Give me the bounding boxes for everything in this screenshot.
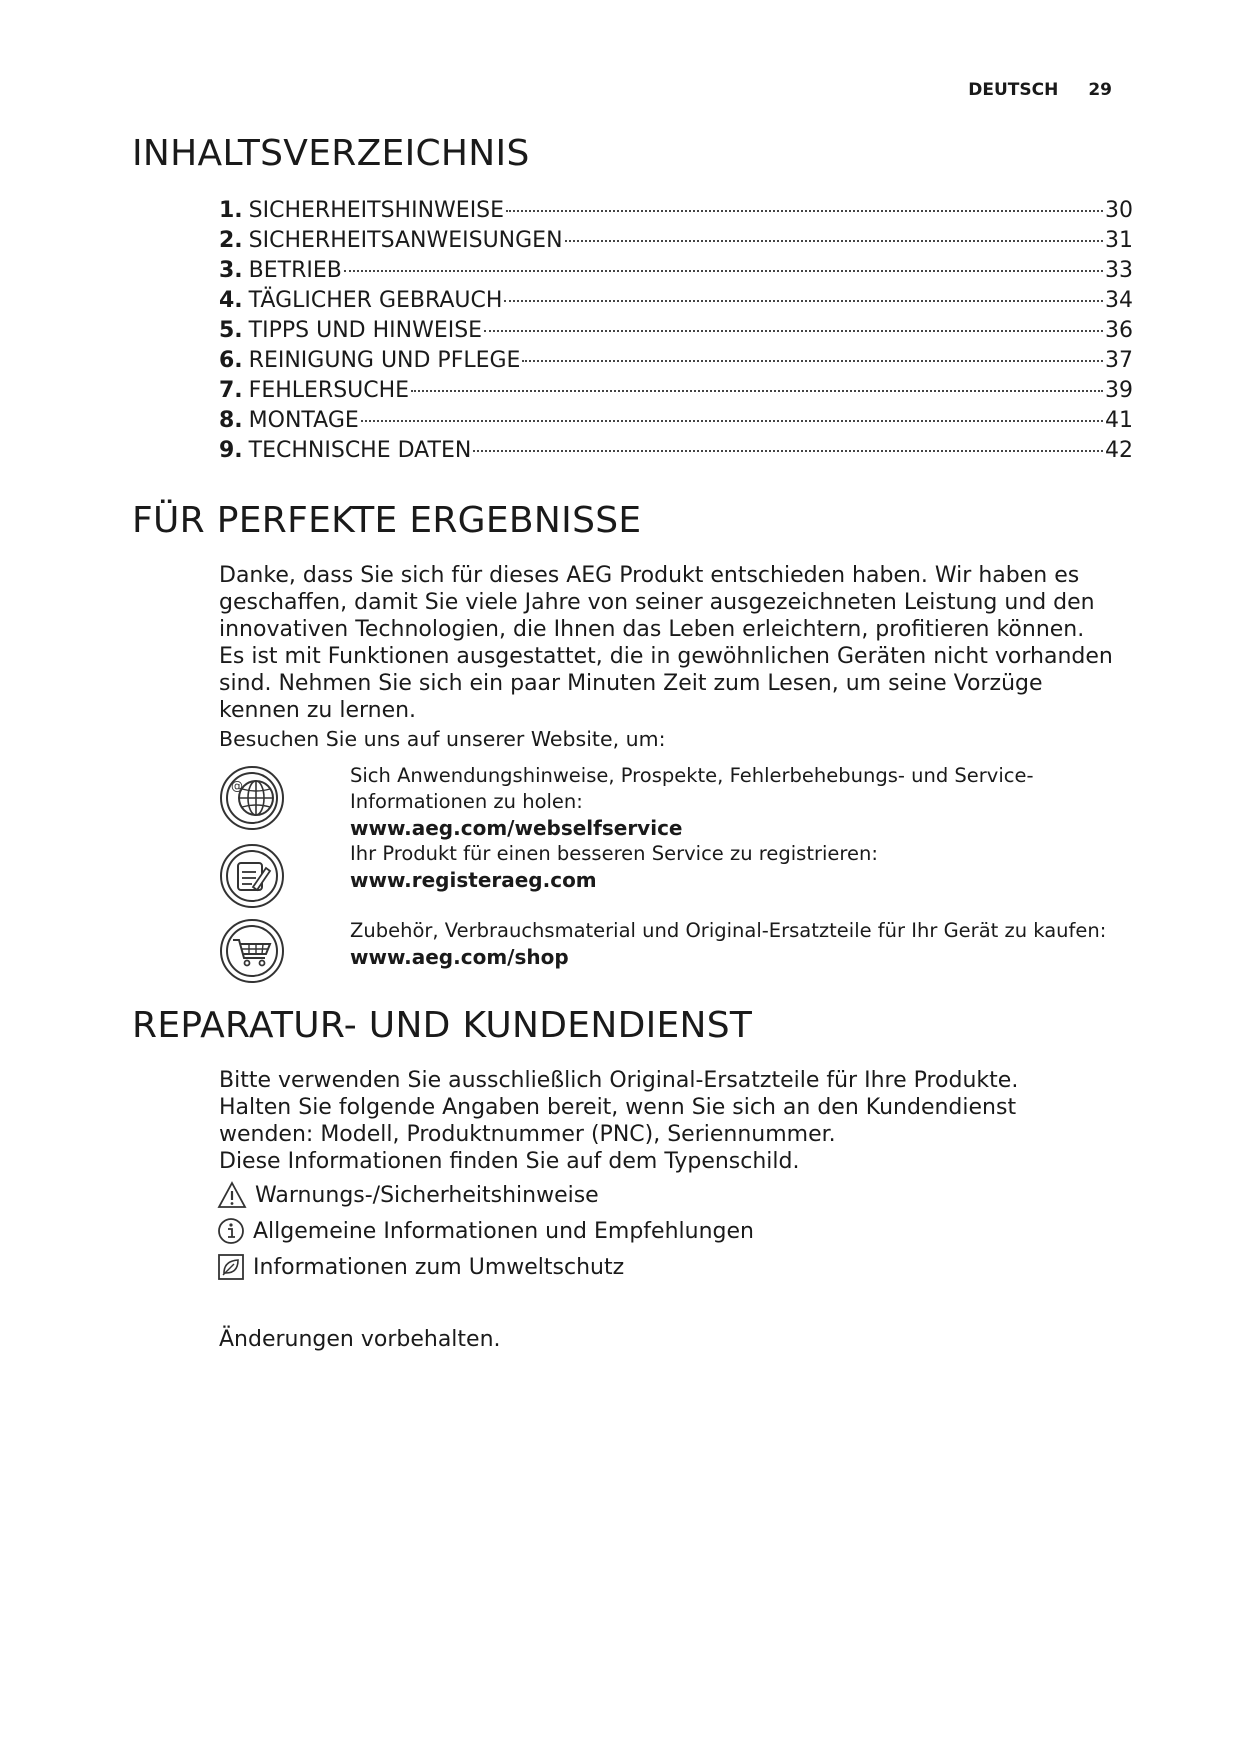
toc-entry-title: TÄGLICHER GEBRAUCH [248, 288, 503, 313]
toc-entry-page: 42 [1105, 438, 1133, 463]
intro-line: geschaffen, damit Sie viele Jahre von seiner ausgezeichneten Leistung und den [219, 590, 1095, 615]
link-description-line: Informationen zu holen: [350, 790, 583, 813]
link-description-line: Ihr Produkt für einen besseren Service zu registrieren: [350, 842, 878, 865]
toc-entry[interactable] [219, 438, 1133, 468]
toc-entry-title: FEHLERSUCHE [248, 378, 410, 403]
toc-entry-number: 8. [219, 408, 243, 433]
link-text [350, 918, 1130, 970]
register-icon [219, 843, 285, 909]
toc-entry-title: SICHERHEITSHINWEISE [248, 198, 505, 223]
results-intro [219, 562, 1139, 753]
toc-entry[interactable] [219, 198, 1133, 228]
toc-entry-page: 39 [1105, 378, 1133, 403]
toc-dot-leader [361, 420, 1103, 422]
service-line: Bitte verwenden Sie ausschließlich Original-Ersatzteile für Ihre Produkte. [219, 1068, 1019, 1093]
toc-entry-number: 7. [219, 378, 243, 403]
footer-note: Änderungen vorbehalten. [219, 1327, 501, 1352]
toc-dot-leader [565, 240, 1103, 242]
toc-entry-number: 1. [219, 198, 243, 223]
service-line: Halten Sie folgende Angaben bereit, wenn Sie sich an den Kundendienst [219, 1095, 1017, 1120]
intro-line: kennen zu lernen. [219, 698, 417, 723]
toc-entry-number: 3. [219, 258, 243, 283]
toc-entry-page: 33 [1105, 258, 1133, 283]
toc-entry-number: 9. [219, 438, 243, 463]
toc-dot-leader [473, 450, 1103, 452]
page-number: 29 [1088, 80, 1112, 100]
toc-dot-leader [506, 210, 1103, 212]
service-line: Diese Informationen finden Sie auf dem Typenschild. [219, 1149, 800, 1174]
environment-icon [217, 1253, 245, 1281]
toc-dot-leader [484, 330, 1103, 332]
table-of-contents [219, 198, 1133, 468]
toc-entry-page: 37 [1105, 348, 1133, 373]
toc-entry-title: BETRIEB [248, 258, 342, 283]
toc-entry-title: SICHERHEITSANWEISUNGEN [248, 228, 563, 253]
toc-entry-number: 2. [219, 228, 243, 253]
toc-entry-page: 30 [1105, 198, 1133, 223]
webselfservice-link[interactable]: www.aeg.com/webselfservice [350, 816, 683, 840]
toc-entry-title: REINIGUNG UND PFLEGE [248, 348, 521, 373]
intro-line: Es ist mit Funktionen ausgestattet, die in gewöhnlichen Geräten nicht vorhanden [219, 644, 1113, 669]
toc-entry-title: TECHNISCHE DATEN [248, 438, 472, 463]
link-description-line: Zubehör, Verbrauchsmaterial und Original-Ersatzteile für Ihr Gerät zu kaufen: [350, 919, 1107, 942]
link-text [350, 763, 1130, 841]
legend-warning [217, 1181, 599, 1209]
visit-text: Besuchen Sie uns auf unserer Website, um: [219, 727, 666, 751]
results-heading: FÜR PERFEKTE ERGEBNISSE [132, 500, 642, 541]
toc-entry[interactable] [219, 378, 1133, 408]
language-label: DEUTSCH [968, 80, 1059, 100]
link-description-line: Sich Anwendungshinweise, Prospekte, Fehlerbehebungs- und Service- [350, 764, 1034, 787]
toc-entry[interactable] [219, 228, 1133, 258]
toc-entry-number: 4. [219, 288, 243, 313]
page-header [968, 80, 1112, 100]
toc-entry[interactable] [219, 258, 1133, 288]
toc-entry-number: 6. [219, 348, 243, 373]
service-text [219, 1067, 1139, 1175]
shopping-cart-icon [219, 918, 285, 984]
toc-entry[interactable] [219, 318, 1133, 348]
toc-entry-page: 31 [1105, 228, 1133, 253]
toc-entry-title: TIPPS UND HINWEISE [248, 318, 483, 343]
svg-text:@: @ [231, 779, 243, 793]
warning-icon [217, 1181, 247, 1209]
link-text [350, 841, 1130, 893]
service-heading: REPARATUR- UND KUNDENDIENST [132, 1005, 753, 1046]
toc-entry-page: 41 [1105, 408, 1133, 433]
legend-label: Allgemeine Informationen und Empfehlungen [253, 1218, 754, 1244]
service-line: wenden: Modell, Produktnummer (PNC), Seriennummer. [219, 1122, 836, 1147]
toc-entry[interactable] [219, 348, 1133, 378]
toc-dot-leader [344, 270, 1103, 272]
legend-environment [217, 1253, 624, 1281]
globe-icon [219, 765, 285, 831]
toc-entry-page: 34 [1105, 288, 1133, 313]
toc-dot-leader [411, 390, 1103, 392]
shop-link[interactable]: www.aeg.com/shop [350, 945, 569, 969]
intro-line: innovativen Technologien, die Ihnen das Leben erleichtern, profitieren können. [219, 617, 1085, 642]
intro-line: Danke, dass Sie sich für dieses AEG Produkt entschieden haben. Wir haben es [219, 563, 1080, 588]
toc-entry-page: 36 [1105, 318, 1133, 343]
toc-entry[interactable] [219, 288, 1133, 318]
legend-info [217, 1217, 754, 1245]
legend-label: Informationen zum Umweltschutz [253, 1254, 625, 1280]
register-link[interactable]: www.registeraeg.com [350, 868, 597, 892]
toc-dot-leader [504, 300, 1103, 302]
toc-entry-title: MONTAGE [248, 408, 359, 433]
toc-dot-leader [522, 360, 1103, 362]
legend-label: Warnungs-/Sicherheitshinweise [255, 1182, 599, 1208]
toc-heading: INHALTSVERZEICHNIS [132, 133, 530, 174]
toc-entry[interactable] [219, 408, 1133, 438]
intro-line: sind. Nehmen Sie sich ein paar Minuten Zeit zum Lesen, um seine Vorzüge [219, 671, 1043, 696]
toc-entry-number: 5. [219, 318, 243, 343]
info-icon [217, 1217, 245, 1245]
